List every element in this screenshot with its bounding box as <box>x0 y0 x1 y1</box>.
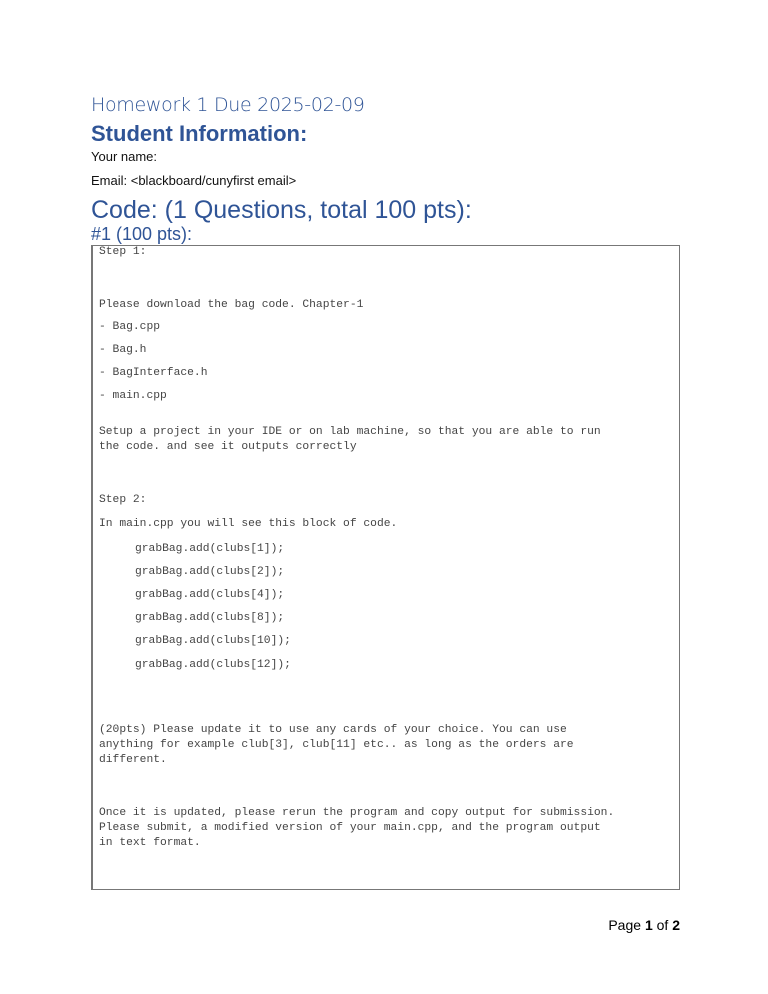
code-line: grabBag.add(clubs[12]); <box>135 659 291 671</box>
page-number <box>608 917 680 933</box>
file-item: - main.cpp <box>99 390 167 402</box>
homework-title: Homework 1 Due 2025-02-09 <box>91 94 365 116</box>
section-heading: Student Information: <box>91 121 308 146</box>
question-heading: #1 (100 pts): <box>91 224 193 244</box>
code-line: grabBag.add(clubs[10]); <box>135 635 291 647</box>
code-heading: Code: (1 Questions, total 100 pts): <box>91 196 472 224</box>
step2-label: Step 2: <box>99 494 147 506</box>
code-line: grabBag.add(clubs[4]); <box>135 589 285 601</box>
code-line: grabBag.add(clubs[2]); <box>135 566 285 578</box>
intro-text: In main.cpp you will see this block of code. <box>99 518 398 530</box>
email-label: Email: <blackboard/cunyfirst email> <box>91 173 297 188</box>
file-item: - Bag.h <box>99 344 147 356</box>
file-item: - Bag.cpp <box>99 321 161 333</box>
step1-label: Step 1: <box>99 246 147 258</box>
file-item: - BagInterface.h <box>99 367 208 379</box>
code-line: grabBag.add(clubs[8]); <box>135 612 285 624</box>
name-label: Your name: <box>91 149 158 164</box>
page-of: of <box>652 917 673 933</box>
page-prefix: Page <box>608 917 645 933</box>
setup-text: Setup a project in your IDE or on lab machine, so that you are able to run the code. and see it outputs correctly <box>99 426 601 453</box>
download-text: Please download the bag code. Chapter-1 <box>99 299 364 311</box>
page-total: 2 <box>672 917 680 933</box>
task-text: (20pts) Please update it to use any cards of your choice. You can use anything for example club[3], club[11] etc.. as long as the orders are different. <box>99 724 574 766</box>
submit-text: Once it is updated, please rerun the program and copy output for submission. Please submit, a modified version of your main.cpp, and the program output in text format. <box>99 807 615 849</box>
code-line: grabBag.add(clubs[1]); <box>135 543 285 555</box>
page-current: 1 <box>644 917 653 933</box>
